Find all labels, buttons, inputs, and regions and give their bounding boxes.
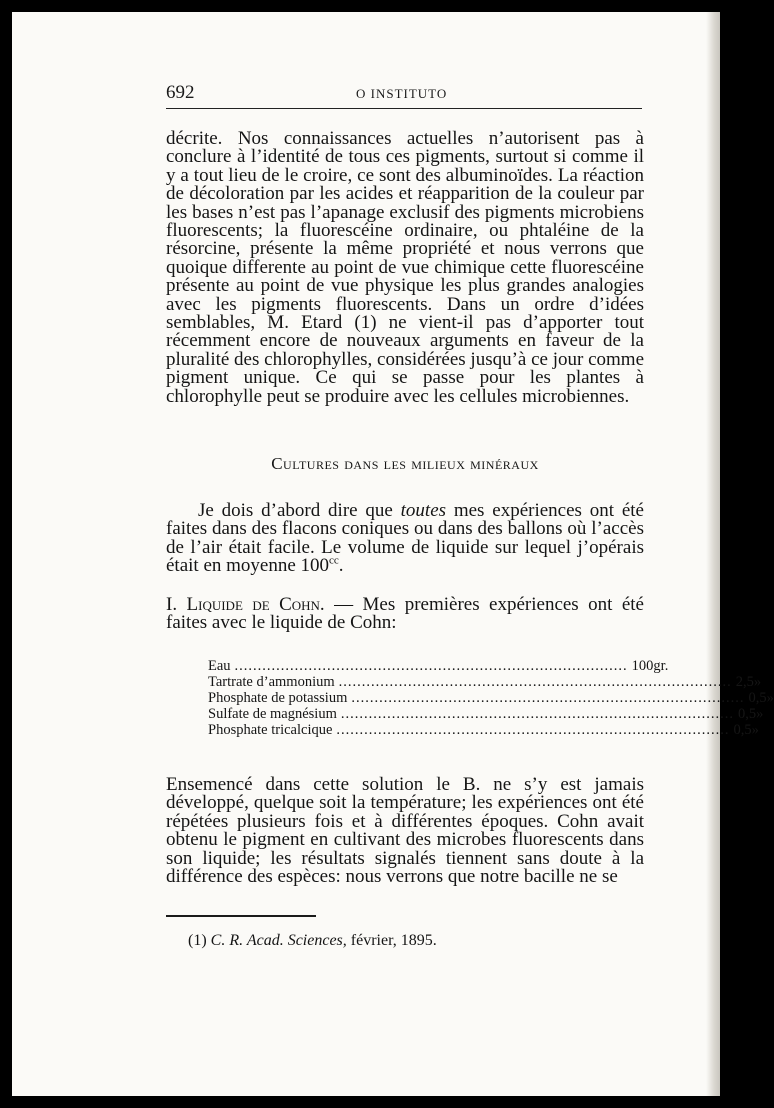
paragraph-2-italic: toutes [400,500,447,521]
ingredient-name: Sulfate de magnésium [208,706,337,722]
header-rule [166,108,642,109]
footnote-marker: (1) [188,932,207,949]
ingredient-unit: » [766,690,774,706]
paragraph-2-start: Je dois d’abord dire que [198,500,401,521]
section-title: Cultures dans les milieux minéraux [271,454,539,473]
ingredient-name: Tartrate d’ammonium [208,674,335,690]
page-edge [706,12,720,1096]
footnote-rule [166,915,316,917]
recipe-row [208,690,774,706]
paragraph-2-sup: cc [329,554,339,567]
footnote [188,932,628,950]
recipe-row [208,658,669,674]
ingredient-quantity: 0,5 [748,690,767,706]
ingredient-unit: » [753,674,762,690]
paragraph-3-lead: I. Liquide de Cohn. [166,594,325,615]
leader-dots: ..................................................................................... [234,658,628,674]
page-number: 692 [166,82,195,103]
running-title: O INSTITUTO [356,86,448,101]
ingredient-quantity: 2,5 [735,674,754,690]
ingredient-name: Eau [208,658,231,674]
paragraph-2-end: . [338,555,344,577]
paragraph-4: Ensemencé dans cette solution le B. ne s’y est jamais développé, quelque soit la température; les expériences ont été répétées plusieurs fois et à différentes époques. Cohn avait obtenu le pigment en cultivant des microbes fluorescents dans son liquide; les résultats signalés tiennent sans doute à la différence des espèces: nous verrons que notre bacille ne se [166,774,644,888]
footnote-source: C. R. Acad. Sciences, [210,932,347,949]
ingredient-unit: gr. [653,658,669,674]
leader-dots: ..................................................................................... [338,674,732,690]
recipe-row [208,706,764,722]
ingredient-quantity: 0,5 [737,706,757,722]
book-page [12,12,774,1096]
ingredient-unit: » [751,722,759,738]
ingredient-unit: » [756,706,764,722]
paragraph-2 [166,502,644,576]
paragraph-2-rest: mes expériences ont été faites dans des flacons coniques ou dans des ballons où l’accès de l’air était facile. Le volume de liquide sur lequel j’opérais était en moyenne 100 [166,500,644,577]
ingredient-quantity: 100 [631,658,654,674]
ingredient-name: Phosphate tricalcique [208,722,333,738]
leader-dots: ..................................................................................... [351,690,745,706]
recipe-row [208,674,762,690]
footnote-date: février, 1895. [350,932,437,949]
paragraph-1: décrite. Nos connaissances actuelles n’autorisent pas à conclure à l’identité de tous ces pigments, surtout si comme il y a tout lieu de le croire, ce sont des albuminoïdes. La réaction de décoloration par les acides et réapparition de la couleur par les bases n’est pas l’apanage exclusif des pigments microbiens fluorescents; la fluorescéine ordinaire, ou phtaléine de la résorcine, présente la même propriété et nous verrons que quoique differente au point de vue chimique cette fluorescéine présente au point de vue physique les plus grandes analogies avec les pigments fluorescents. Dans un ordre d’idées semblables, M. Etard (1) ne vient-il pas d’apporter tout récemment encore de nouveaux arguments en faveur de la pluralité des chlorophylles, considérées jusqu’à ce jour comme pigment unique. Ce qui se passe pour les plantes à chlorophylle peut se produire avec les cellules microbiennes. [166,128,645,407]
paragraph-3 [166,596,644,633]
page-header [166,82,646,108]
paragraph-3-text: — Mes premières expériences ont été faites avec le liquide de Cohn: [166,594,644,634]
ingredient-quantity: 0,5 [733,722,752,738]
ingredient-name: Phosphate de potassium [208,690,348,706]
recipe-row [208,722,759,738]
leader-dots: ..................................................................................... [336,722,730,738]
leader-dots: ..................................................................................... [340,706,734,722]
recipe-table [208,658,774,738]
